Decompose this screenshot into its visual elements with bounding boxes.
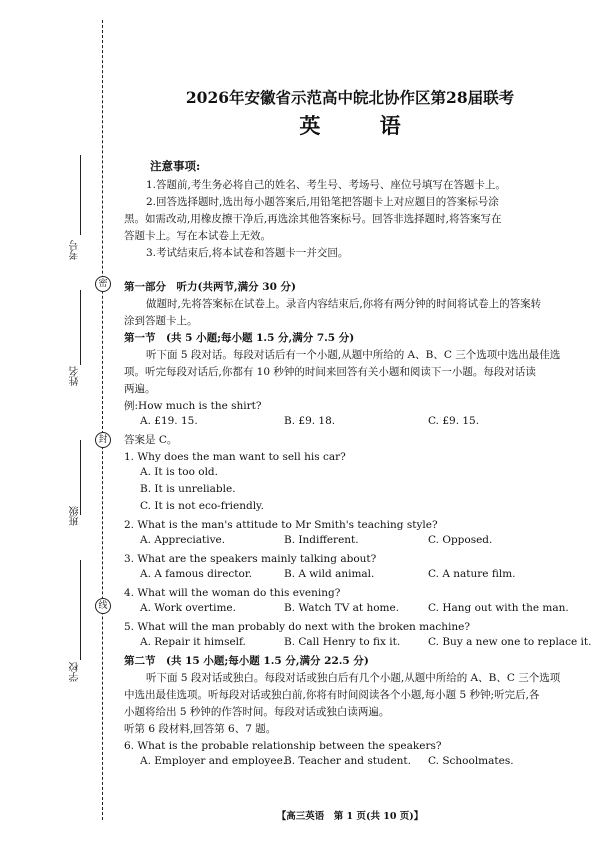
section2-intro: 小题将给出 5 秒钟的作答时间。每段对话或独白读两遍。 bbox=[124, 706, 390, 718]
q1-option-b: B. It is unreliable. bbox=[140, 483, 236, 495]
question-1: 1. Why does the man want to sell his car? bbox=[124, 451, 346, 463]
notice-line: 1.答题前,考生务必将自己的姓名、考生号、考场号、座位号填写在答题卡上。 bbox=[146, 179, 506, 191]
exam-number-label: 考号 bbox=[70, 240, 81, 260]
part1-heading: 第一部分 听力(共两节,满分 30 分) bbox=[124, 281, 297, 293]
class-label: 班级 bbox=[70, 506, 81, 526]
example-option-c: C. £9. 15. bbox=[428, 415, 480, 427]
seal-feng: 封 bbox=[95, 432, 111, 448]
question-3: 3. What are the speakers mainly talking about? bbox=[124, 553, 377, 565]
q5-option-c: C. Buy a new one to replace it. bbox=[428, 636, 592, 648]
seal-xian: 线 bbox=[95, 598, 111, 614]
notice-line: 黑。如需改动,用橡皮擦干净后,再选涂其他答案标号。回答非选择题时,将答案写在 bbox=[124, 213, 502, 225]
q2-option-b: B. Indifferent. bbox=[284, 534, 359, 546]
question-4: 4. What will the woman do this evening? bbox=[124, 587, 341, 599]
q1-option-c: C. It is not eco-friendly. bbox=[140, 500, 264, 512]
q6-option-c: C. Schoolmates. bbox=[428, 755, 514, 767]
notice-line: 2.回答选择题时,选出每小题答案后,用铅笔把答题卡上对应题目的答案标号涂 bbox=[146, 196, 499, 208]
question-6: 6. What is the probable relationship between the speakers? bbox=[124, 740, 442, 752]
section1-intro: 两遍。 bbox=[124, 383, 156, 395]
q3-option-c: C. A nature film. bbox=[428, 568, 516, 580]
section1-intro: 项。听完每段对话后,你都有 10 秒钟的时间来回答有关小题和阅读下一小题。每段对话读 bbox=[124, 366, 536, 378]
subject-title: 英 语 bbox=[299, 113, 427, 138]
q3-option-a: A. A famous director. bbox=[140, 568, 253, 580]
section2-intro: 中选出最佳选项。听每段对话或独白前,你将有时间阅读各个小题,每小题 5 秒钟;听完后,各 bbox=[124, 689, 540, 701]
section2-material: 听第 6 段材料,回答第 6、7 题。 bbox=[124, 723, 277, 735]
q4-option-b: B. Watch TV at home. bbox=[284, 602, 400, 614]
q1-option-a: A. It is too old. bbox=[140, 466, 218, 478]
exam-number-rule bbox=[80, 155, 81, 235]
q4-option-c: C. Hang out with the man. bbox=[428, 602, 569, 614]
section2-intro: 听下面 5 段对话或独白。每段对话或独白后有几个小题,从题中所给的 A、B、C 三个选项 bbox=[146, 672, 561, 684]
name-rule bbox=[80, 290, 81, 365]
school-label: 学校 bbox=[70, 662, 81, 682]
class-rule bbox=[80, 440, 81, 515]
page-footer: 【高三英语 第 1 页(共 10 页)】 bbox=[276, 811, 424, 822]
q5-option-b: B. Call Henry to fix it. bbox=[284, 636, 401, 648]
part1-intro: 涂到答题卡上。 bbox=[124, 315, 198, 327]
example-answer: 答案是 C。 bbox=[124, 434, 178, 446]
q2-option-c: C. Opposed. bbox=[428, 534, 493, 546]
section2-heading: 第二节 (共 15 小题;每小题 1.5 分,满分 22.5 分) bbox=[124, 655, 369, 667]
section1-heading: 第一节 (共 5 小题;每小题 1.5 分,满分 7.5 分) bbox=[124, 332, 355, 344]
q6-option-a: A. Employer and employee. bbox=[140, 755, 287, 767]
example-option-b: B. £9. 18. bbox=[284, 415, 336, 427]
notice-line: 答题卡上。写在本试卷上无效。 bbox=[124, 230, 271, 242]
q4-option-a: A. Work overtime. bbox=[140, 602, 236, 614]
exam-title: 2026年安徽省示范高中皖北协作区第28届联考 bbox=[185, 88, 515, 107]
q5-option-a: A. Repair it himself. bbox=[140, 636, 246, 648]
binding-strip bbox=[0, 0, 120, 842]
example-question: 例:How much is the shirt? bbox=[124, 400, 262, 412]
school-rule bbox=[80, 560, 81, 660]
question-2: 2. What is the man's attitude to Mr Smith's teaching style? bbox=[124, 519, 438, 531]
q6-option-b: B. Teacher and student. bbox=[284, 755, 411, 767]
cut-line bbox=[102, 20, 103, 820]
section1-intro: 听下面 5 段对话。每段对话后有一个小题,从题中所给的 A、B、C 三个选项中选出最佳选 bbox=[146, 349, 561, 361]
part1-intro: 做题时,先将答案标在试卷上。录音内容结束后,你将有两分钟的时间将试卷上的答案转 bbox=[146, 298, 542, 310]
example-option-a: A. £19. 15. bbox=[140, 415, 198, 427]
notice-line: 3.考试结束后,将本试卷和答题卡一并交回。 bbox=[146, 247, 349, 259]
q2-option-a: A. Appreciative. bbox=[140, 534, 226, 546]
question-5: 5. What will the man probably do next with the broken machine? bbox=[124, 621, 470, 633]
q3-option-b: B. A wild animal. bbox=[284, 568, 375, 580]
notice-heading: 注意事项: bbox=[150, 159, 201, 173]
seal-mi: 密 bbox=[95, 276, 111, 292]
name-label: 姓名 bbox=[70, 366, 81, 386]
